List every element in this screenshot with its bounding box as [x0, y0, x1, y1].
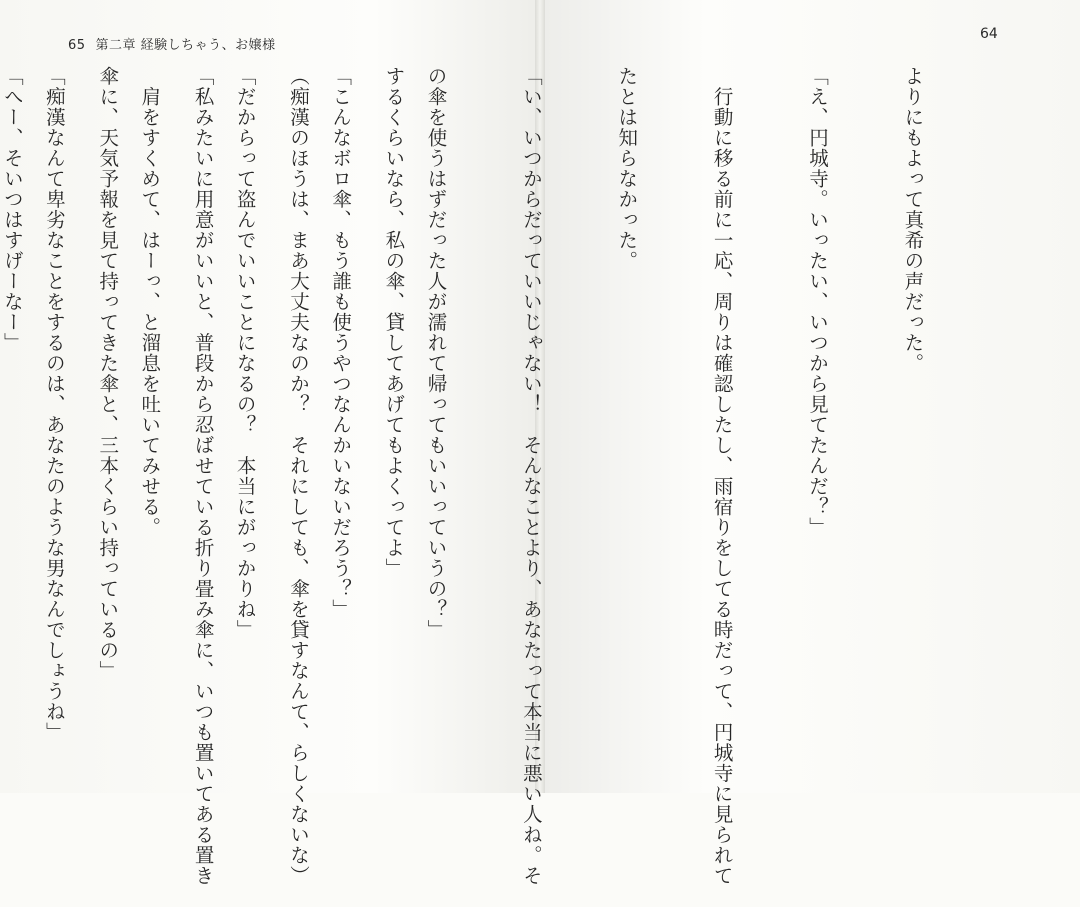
- chapter-title: 第二章 経験しちゃう、お嬢様: [95, 38, 276, 53]
- right-page-number: 64: [980, 26, 998, 42]
- left-page-header: [68, 34, 286, 53]
- body-line: たとは知らなかった。: [615, 66, 639, 271]
- body-line: 「へー、そいつはすげーなー」: [0, 66, 24, 353]
- body-line: 「痴漢なんて卑劣なことをするのは、あなたのような男なんでしょうね」: [42, 66, 66, 743]
- body-line: するくらいなら、私の傘、貸してあげてもよくってよ」: [382, 66, 406, 579]
- body-line: 「い、いつからだっていいじゃない！ そんなことより、あなたって本当に悪い人ね。そ: [519, 66, 543, 886]
- body-line: （痴漢のほうは、まあ大丈夫なのか？ それにしても、傘を貸すなんて、らしくないな）: [287, 66, 311, 886]
- body-line: 傘に、天気予報を見て持ってきた傘と、三本くらい持っているの」: [96, 66, 120, 681]
- body-line: 「だからって盗んでいいことになるの？ 本当にがっかりね」: [233, 66, 257, 640]
- body-line: よりにもよって真希の声だった。: [901, 66, 925, 374]
- right-page-body: [0, 66, 992, 886]
- body-line: の傘を使うはずだった人が濡れて帰ってもいいっていうの？」: [424, 66, 448, 640]
- body-line: 「え、円城寺。いったい、いつから見てたんだ？」: [806, 66, 830, 538]
- body-line: 行動に移る前に一応、周りは確認したし、雨宿りをしてる時だって、円城寺に見られて: [710, 66, 734, 886]
- body-line: 「こんなボロ傘、もう誰も使うやつなんかいないだろう？」: [329, 66, 353, 620]
- left-page-number: 65: [68, 38, 86, 53]
- body-line: 「私みたいに用意がいいと、普段から忍ばせている折り畳み傘に、いつも置いてある置き: [191, 66, 215, 886]
- body-line: 肩をすくめて、はーっ、と溜息を吐いてみせる。: [138, 66, 162, 538]
